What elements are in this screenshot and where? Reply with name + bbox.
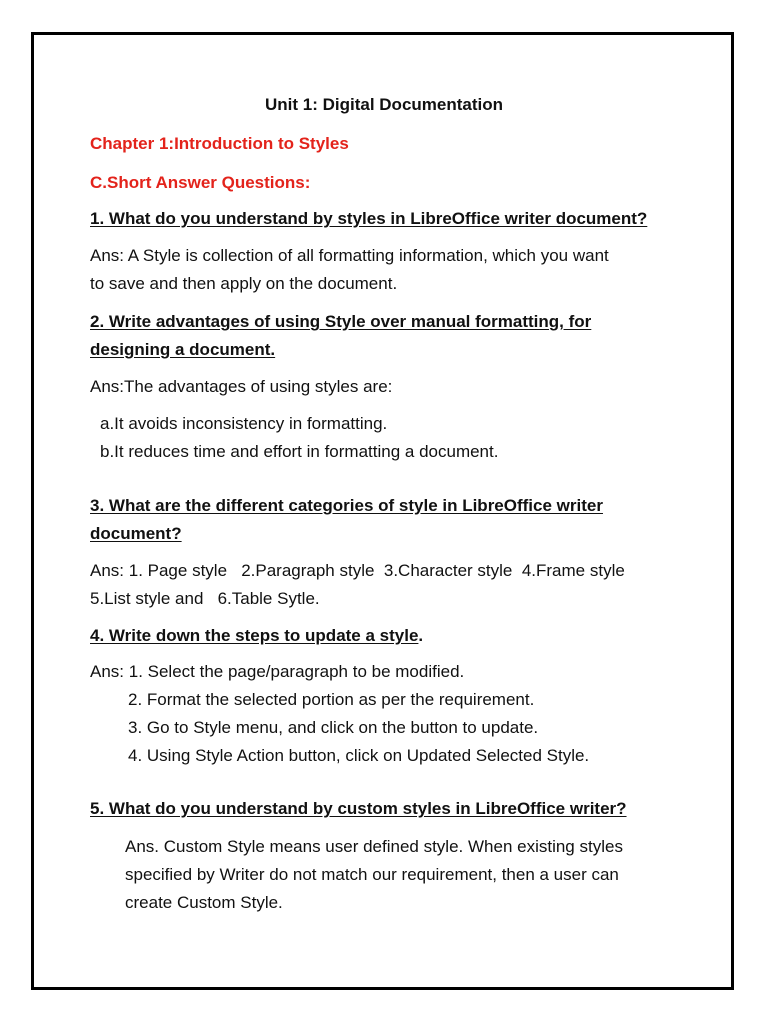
question-4-period: .	[418, 626, 424, 645]
question-4-text: 4. Write down the steps to update a style	[90, 626, 419, 645]
question-3-line-2: document?	[90, 524, 182, 543]
answer-1-line-2: to save and then apply on the document.	[90, 274, 398, 293]
unit-title: Unit 1: Digital Documentation	[265, 95, 503, 114]
chapter-title: Chapter 1:Introduction to Styles	[90, 134, 349, 153]
answer-4-line-3: 3. Go to Style menu, and click on the button to update.	[128, 718, 539, 737]
question-2-line-1: 2. Write advantages of using Style over manual formatting, for	[90, 312, 592, 331]
question-2-line-2: designing a document.	[90, 340, 276, 359]
answer-5-line-2: specified by Writer do not match our requirement, then a user can	[125, 865, 619, 884]
answer-3-line-2: 5.List style and 6.Table Sytle.	[90, 589, 320, 608]
question-3-line-1: 3. What are the different categories of style in LibreOffice writer	[90, 496, 603, 515]
answer-4-line-1: Ans: 1. Select the page/paragraph to be modified.	[90, 662, 465, 681]
answer-2-point-b: b.It reduces time and effort in formatting a document.	[100, 442, 499, 461]
question-1: 1. What do you understand by styles in LibreOffice writer document?	[90, 209, 648, 228]
question-4	[90, 625, 423, 647]
answer-5-line-1: Ans. Custom Style means user defined style. When existing styles	[125, 837, 623, 856]
answer-3-line-1: Ans: 1. Page style 2.Paragraph style 3.Character style 4.Frame style	[90, 561, 625, 580]
answer-5-line-3: create Custom Style.	[125, 893, 283, 912]
answer-1-line-1: Ans: A Style is collection of all formatting information, which you want	[90, 246, 609, 265]
answer-4-line-2: 2. Format the selected portion as per the requirement.	[128, 690, 535, 709]
question-5: 5. What do you understand by custom styles in LibreOffice writer?	[90, 799, 627, 818]
answer-2-point-a: a.It avoids inconsistency in formatting.	[100, 414, 388, 433]
answer-2-intro: Ans:The advantages of using styles are:	[90, 377, 393, 396]
answer-4-line-4: 4. Using Style Action button, click on Updated Selected Style.	[128, 746, 590, 765]
section-title: C.Short Answer Questions:	[90, 173, 311, 192]
